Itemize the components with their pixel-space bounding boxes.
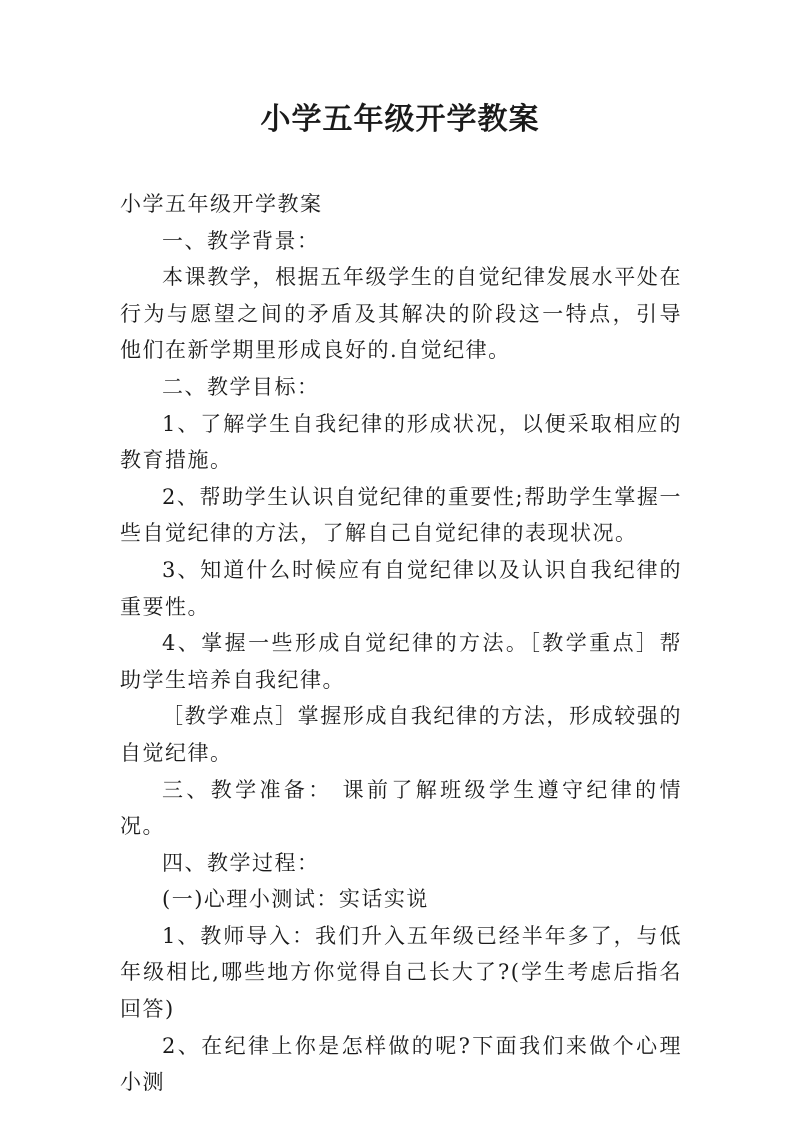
paragraph-background: 本课教学，根据五年级学生的自觉纪律发展水平处在行为与愿望之间的矛盾及其解决的阶段这一特点，引导他们在新学期里形成良好的.自觉纪律。: [120, 265, 682, 363]
document-body: [120, 186, 682, 1101]
paragraph-subtitle: 小学五年级开学教案: [120, 192, 323, 216]
section-heading-objectives: 二、教学目标：: [162, 374, 320, 399]
process-step-2: 2、在纪律上你是怎样做的呢?下面我们来做个心理小测: [120, 1033, 682, 1095]
subsection-heading-quiz: (一)心理小测试：实话实说: [162, 887, 429, 912]
objective-item-1: 1、了解学生自我纪律的形成状况，以便采取相应的教育措施。: [120, 411, 682, 473]
teaching-difficulty: ［教学难点］掌握形成自我纪律的方法，形成较强的自觉纪律。: [120, 704, 682, 765]
section-heading-background: 一、教学背景：: [162, 228, 320, 253]
page-title: 小学五年级开学教案: [260, 102, 540, 137]
section-heading-process: 四、教学过程：: [162, 850, 320, 875]
objective-item-4: 4、掌握一些形成自觉纪律的方法。［教学重点］帮助学生培养自我纪律。: [120, 631, 682, 692]
process-step-1: 1、教师导入：我们升入五年级已经半年多了，与低年级相比,哪些地方你觉得自己长大了?(学生考虑后指名回答): [120, 923, 682, 1022]
objective-item-3: 3、知道什么时候应有自觉纪律以及认识自我纪律的重要性。: [120, 557, 682, 619]
section-heading-preparation: 三、教学准备： 课前了解班级学生遵守纪律的情况。: [120, 777, 682, 839]
objective-item-2: 2、帮助学生认识自觉纪律的重要性;帮助学生掌握一些自觉纪律的方法，了解自己自觉纪律的表现状况。: [120, 484, 682, 546]
